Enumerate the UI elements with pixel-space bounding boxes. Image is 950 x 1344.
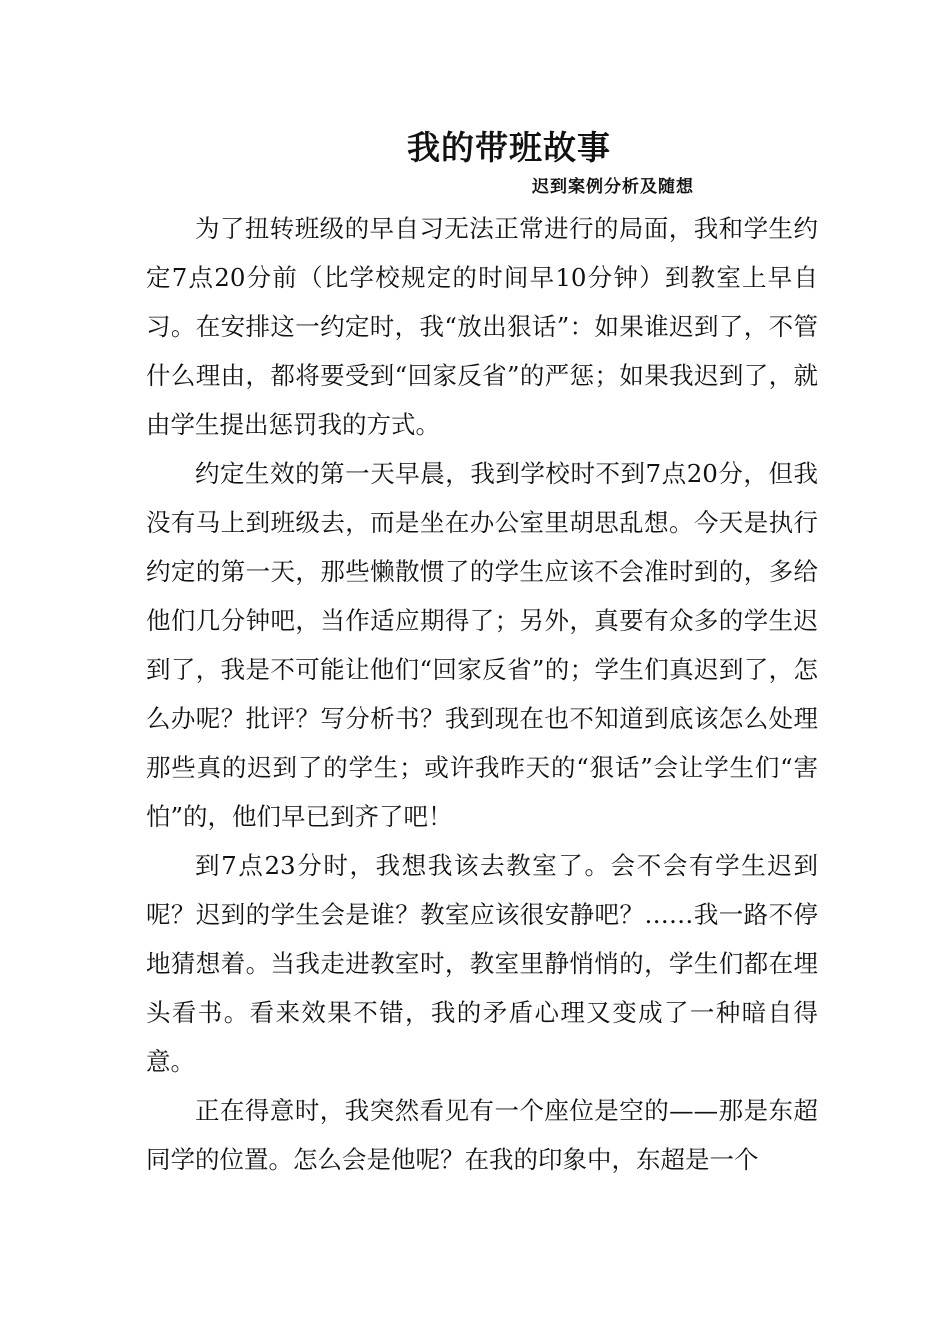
paragraph-4: 正在得意时，我突然看见有一个座位是空的——那是东超同学的位置。怎么会是他呢？在我的印象中，东超是一个 (146, 1096, 818, 1174)
document-body (146, 204, 818, 1184)
document-title: 我的带班故事 (407, 128, 611, 167)
paragraph-1: 为了扭转班级的早自习无法正常进行的局面，我和学生约定7点20分前（比学校规定的时间早10分钟）到教室上早自习。在安排这一约定时，我“放出狠话”：如果谁迟到了，不管什么理由，都将要受到“回家反省”的严惩；如果我迟到了，就由学生提出惩罚我的方式。 (146, 214, 818, 439)
document-subtitle: 迟到案例分析及随想 (532, 177, 694, 197)
paragraph-3: 到7点23分时，我想我该去教室了。会不会有学生迟到呢？迟到的学生会是谁？教室应该很安静吧？……我一路不停地猜想着。当我走进教室时，教室里静悄悄的，学生们都在埋头看书。看来效果不错，我的矛盾心理又变成了一种暗自得意。 (146, 851, 818, 1076)
paragraph-2: 约定生效的第一天早晨，我到学校时不到7点20分，但我没有马上到班级去，而是坐在办公室里胡思乱想。今天是执行约定的第一天，那些懒散惯了的学生应该不会准时到的，多给他们几分钟吧，当作适应期得了；另外，真要有众多的学生迟到了，我是不可能让他们“回家反省”的；学生们真迟到了，怎么办呢？批评？写分析书？我到现在也不知道到底该怎么处理那些真的迟到了的学生；或许我昨天的“狠话”会让学生们“害怕”的，他们早已到齐了吧！ (146, 459, 818, 831)
